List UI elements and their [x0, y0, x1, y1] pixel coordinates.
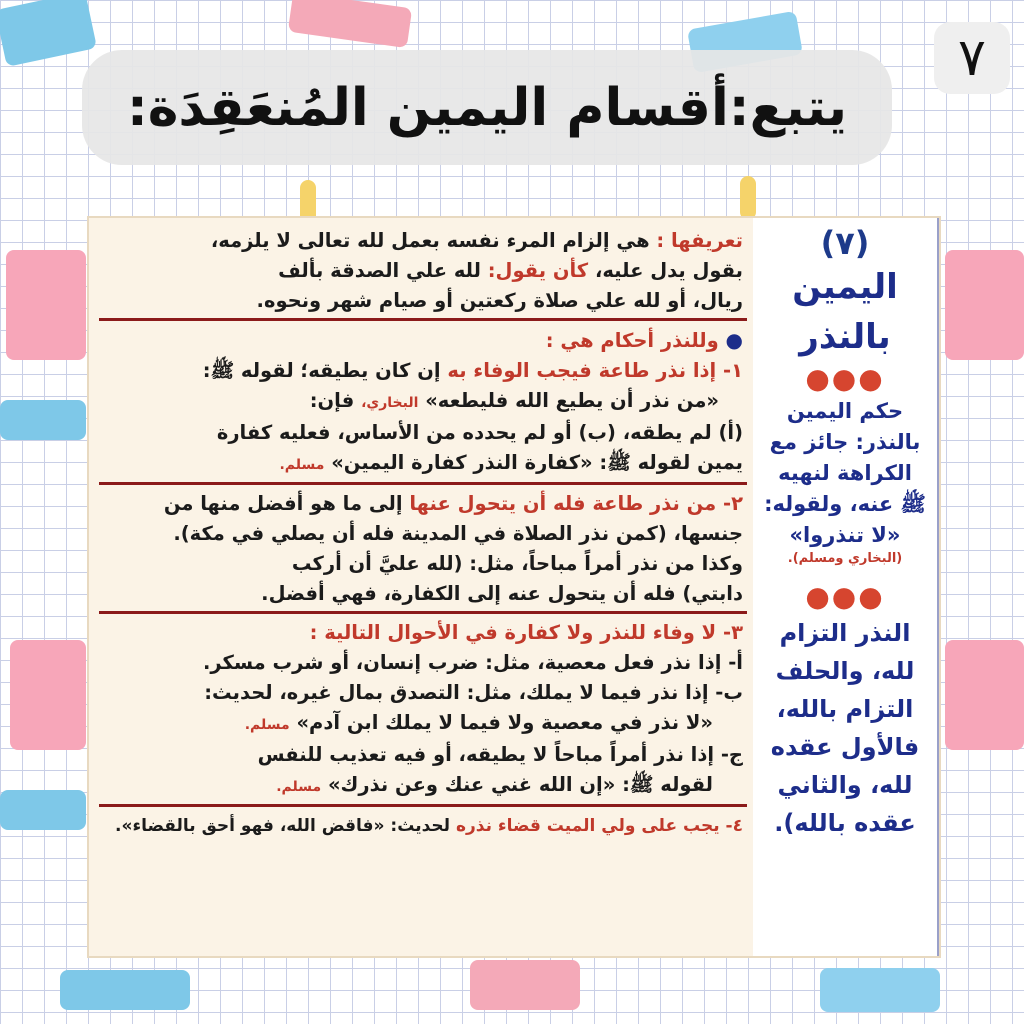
definition-line: تعريفها : هي إلزام المرء نفسه بعمل لله تعالى لا يلزمه، [210, 229, 743, 252]
decor-notebook [945, 640, 1024, 750]
sidebar-dots: ●●● [805, 580, 885, 613]
sidebar-ruling-line: ﷺ عنه، ولقوله: [764, 492, 926, 516]
content-card [89, 218, 939, 956]
title-banner [82, 50, 892, 165]
sidebar-dots: ●●● [805, 362, 885, 395]
decor-notebook [945, 250, 1024, 360]
decor-notebook [60, 970, 190, 1010]
ruling-1-line: (أ) لم يطقه، (ب) أو لم يحدده من الأساس، فعليه كفارة [216, 421, 743, 444]
sidebar-diff-line: النذر التزام [779, 619, 911, 647]
decor-notebook [6, 250, 86, 360]
definition-line: بقول يدل عليه، كأن يقول: لله علي الصدقة بألف [278, 259, 743, 282]
sidebar-ruling-source: (البخاري ومسلم). [787, 551, 903, 566]
ruling-1-section [99, 321, 747, 485]
decor-notebook [10, 640, 86, 750]
ruling-3-hadith: «لا نذر في معصية ولا فيما لا يملك ابن آدم» مسلم. [244, 711, 713, 734]
page-title: يتبع:أقسام اليمين المُنعَقِدَة: [126, 77, 848, 138]
ruling-4-line: ٤- يجب على ولي الميت قضاء نذره لحديث: «فاقض الله، فهو أحق بالقضاء». [115, 816, 743, 836]
decor-notebook [0, 0, 97, 67]
rulings-intro: ● وللنذر أحكام هي : [545, 328, 743, 352]
decor-pencil [740, 176, 756, 220]
ruling-3-heading: ٣- لا وفاء للنذر ولا كفارة في الأحوال التالية : [309, 621, 743, 644]
ruling-2-line: ٢- من نذر طاعة فله أن يتحول عنها إلى ما هو أفضل منها من [163, 492, 743, 515]
ruling-1-line: «من نذر أن يطيع الله فليطعه» البخاري، فإن: [309, 389, 719, 412]
ruling-3-section [99, 614, 747, 807]
ruling-3-item: ب- إذا نذر فيما لا يملك، مثل: التصدق بمال غيره، لحديث: [204, 681, 743, 704]
ruling-4-section [99, 807, 747, 843]
definition-section [99, 218, 747, 321]
sidebar-ruling-line: الكراهة لنهيه [778, 461, 912, 485]
ruling-2-line: وكذا من نذر أمراً مباحاً، مثل: (لله عليَّ أن أركب [291, 552, 743, 575]
ruling-1-line: يمين لقوله ﷺ: «كفارة النذر كفارة اليمين» مسلم. [279, 451, 743, 474]
ruling-3-item: أ- إذا نذر فعل معصية، مثل: ضرب إنسان، أو شرب مسكر. [202, 651, 743, 674]
main-column [89, 218, 753, 956]
decor-notebook [470, 960, 580, 1010]
sidebar-diff-line: لله، والثاني [777, 771, 913, 799]
sidebar [753, 218, 939, 956]
page-number-badge [934, 22, 1010, 94]
sidebar-diff-line: عقده بالله). [774, 809, 916, 837]
decor-notebook [820, 968, 940, 1012]
decor-notebook [288, 0, 412, 48]
sidebar-heading: بالنذر [799, 317, 891, 357]
decor-notebook [0, 790, 86, 830]
ruling-2-section [99, 485, 747, 614]
ruling-1-line: ١- إذا نذر طاعة فيجب الوفاء به إن كان يطيقه؛ لقوله ﷺ: [202, 359, 743, 382]
decor-notebook [0, 400, 86, 440]
sidebar-ruling-line: حكم اليمين [786, 399, 904, 423]
ruling-3-item: ج- إذا نذر أمراً مباحاً لا يطيقه، أو فيه تعذيب للنفس [257, 743, 743, 766]
sidebar-diff-line: فالأول عقده [770, 733, 920, 761]
sidebar-heading: اليمين [792, 267, 898, 307]
page-number: ٧ [958, 28, 986, 88]
definition-line: ريال، أو لله علي صلاة ركعتين أو صيام شهر ونحوه. [256, 289, 743, 312]
sidebar-diff-line: التزام بالله، [776, 695, 914, 723]
sidebar-diff-line: لله، والحلف [775, 657, 915, 685]
sidebar-ruling-line: «لا تنذروا» [789, 523, 901, 547]
sidebar-number: (٧) [820, 224, 870, 262]
ruling-2-line: جنسها، (كمن نذر الصلاة في المدينة فله أن يصلي في مكة). [173, 522, 743, 545]
ruling-3-hadith: لقوله ﷺ: «إن الله غني عنك وعن نذرك» مسلم. [276, 773, 713, 796]
ruling-2-line: دابتي) فله أن يتحول عنه إلى الكفارة، فهي أفضل. [261, 582, 743, 605]
sidebar-ruling-line: بالنذر: جائز مع [769, 430, 921, 454]
